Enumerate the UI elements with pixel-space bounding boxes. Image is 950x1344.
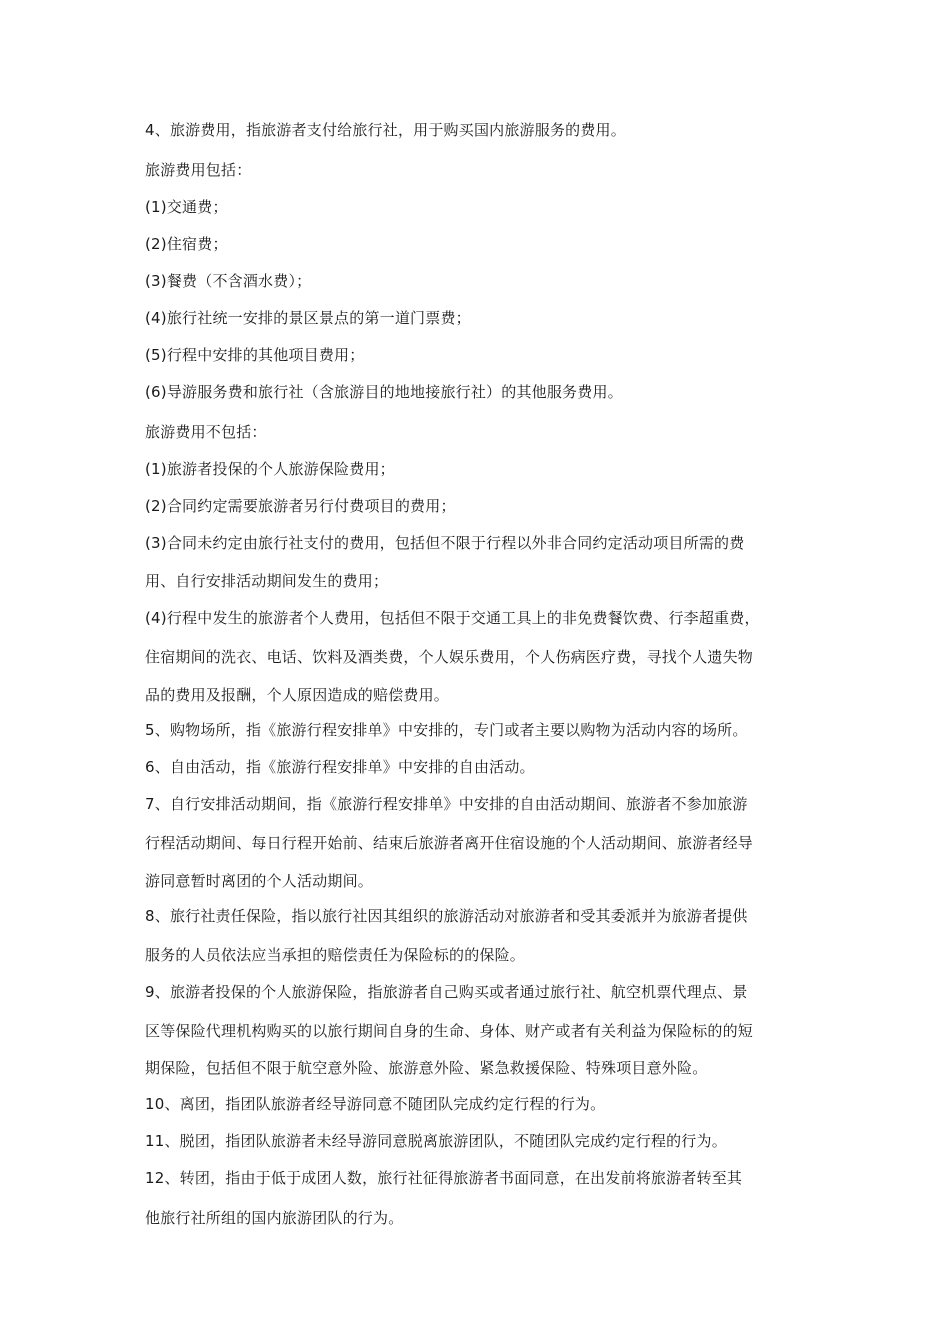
text-line: (5)行程中安排的其他项目费用； xyxy=(145,346,365,364)
text-line: (2)住宿费； xyxy=(145,235,228,253)
text-line: (1)旅游者投保的个人旅游保险费用； xyxy=(145,460,395,478)
text-line: 11、脱团，指团队旅游者未经导游同意脱离旅游团队，不随团队完成约定行程的行为。 xyxy=(145,1132,727,1150)
text-line: 6、自由活动，指《旅游行程安排单》中安排的自由活动。 xyxy=(145,758,535,776)
text-line: 用、自行安排活动期间发生的费用； xyxy=(145,572,389,590)
text-line: 住宿期间的洗衣、电话、饮料及酒类费，个人娱乐费用，个人伤病医疗费，寻找个人遗失物 xyxy=(145,648,754,666)
text-line: 区等保险代理机构购买的以旅行期间自身的生命、身体、财产或者有关利益为保险标的的短 xyxy=(145,1022,754,1040)
text-line: 10、离团，指团队旅游者经导游同意不随团队完成约定行程的行为。 xyxy=(145,1095,606,1113)
text-line: 8、旅行社责任保险，指以旅行社因其组织的旅游活动对旅游者和受其委派并为旅游者提供 xyxy=(145,907,748,925)
text-line: (2)合同约定需要旅游者另行付费项目的费用； xyxy=(145,497,456,515)
text-line: (4)行程中发生的旅游者个人费用，包括但不限于交通工具上的非免费餐饮费、行李超重费， xyxy=(145,609,760,627)
text-line: 旅游费用不包括： xyxy=(145,423,267,441)
text-line: (3)餐费（不含酒水费）； xyxy=(145,272,312,290)
text-line: 5、购物场所，指《旅游行程安排单》中安排的，专门或者主要以购物为活动内容的场所。 xyxy=(145,721,748,739)
text-line: 他旅行社所组的国内旅游团队的行为。 xyxy=(145,1209,404,1227)
text-line: 服务的人员依法应当承担的赔偿责任为保险标的的保险。 xyxy=(145,946,526,964)
text-line: 期保险，包括但不限于航空意外险、旅游意外险、紧急救援保险、特殊项目意外险。 xyxy=(145,1059,708,1077)
text-line: (3)合同未约定由旅行社支付的费用，包括但不限于行程以外非合同约定活动项目所需的费 xyxy=(145,534,745,552)
text-line: 品的费用及报酬，个人原因造成的赔偿费用。 xyxy=(145,686,450,704)
text-line: (4)旅行社统一安排的景区景点的第一道门票费； xyxy=(145,309,471,327)
text-line: 旅游费用包括： xyxy=(145,161,252,179)
text-line: 游同意暂时离团的个人活动期间。 xyxy=(145,872,374,890)
text-line: 行程活动期间、每日行程开始前、结束后旅游者离开住宿设施的个人活动期间、旅游者经导 xyxy=(145,834,754,852)
text-line: 12、转团，指由于低于成团人数，旅行社征得旅游者书面同意，在出发前将旅游者转至其 xyxy=(145,1169,743,1187)
text-line: 7、自行安排活动期间，指《旅游行程安排单》中安排的自由活动期间、旅游者不参加旅游 xyxy=(145,795,748,813)
text-line: 4、旅游费用，指旅游者支付给旅行社，用于购买国内旅游服务的费用。 xyxy=(145,121,626,139)
text-line: (6)导游服务费和旅行社（含旅游目的地地接旅行社）的其他服务费用。 xyxy=(145,383,623,401)
text-line: (1)交通费； xyxy=(145,198,228,216)
text-line: 9、旅游者投保的个人旅游保险，指旅游者自己购买或者通过旅行社、航空机票代理点、景 xyxy=(145,983,748,1001)
